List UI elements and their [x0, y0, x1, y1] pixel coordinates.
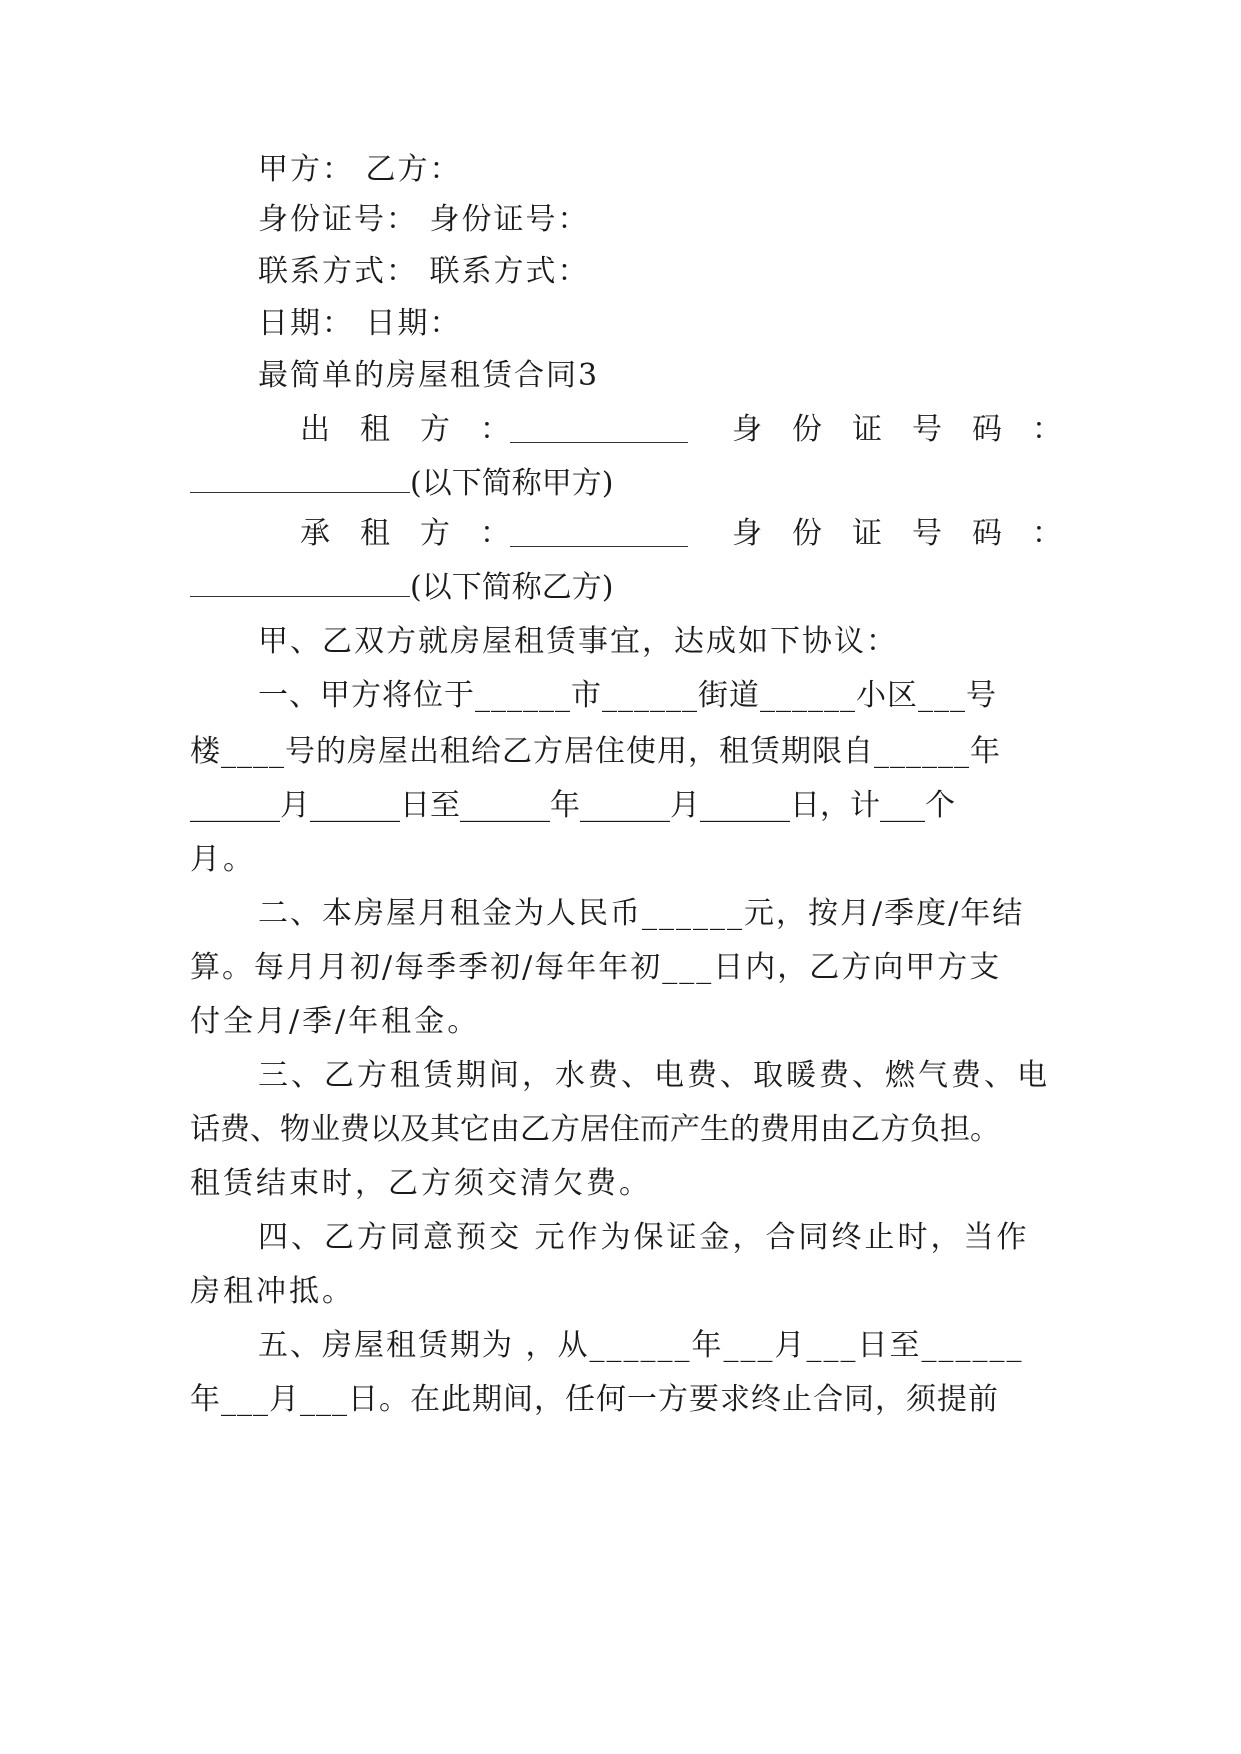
lessee-suffix: (以下简称乙方) — [410, 570, 614, 605]
lessor-id-char: 身 — [732, 412, 762, 447]
lessee-id-char: ： — [1032, 516, 1062, 551]
lessee-label-char: ： — [480, 516, 510, 551]
lessee-label-char: 方 — [420, 516, 450, 551]
lessee-id-char: 码 — [972, 516, 1002, 551]
lessor-label — [300, 410, 510, 450]
lessee-id-char: 证 — [852, 516, 882, 551]
lessor-suffix: (以下简称甲方) — [410, 466, 614, 501]
lessor-label-char: 方 — [420, 412, 450, 447]
lessee-label — [300, 514, 510, 554]
lessor-id-line — [190, 462, 613, 504]
lessor-id-char: 号 — [912, 412, 942, 447]
lessor-id-char: ： — [1032, 412, 1062, 447]
lessor-label-char: ： — [480, 412, 510, 447]
lessee-label-char: 承 — [300, 516, 330, 551]
clause-5-line-1: 五、房屋租赁期为 ，从______年___月___日至______ — [258, 1328, 1024, 1363]
lessor-id-char: 份 — [792, 412, 822, 447]
intro-paragraph: 甲、乙双方就房屋租赁事宜，达成如下协议： — [258, 624, 898, 659]
lessee-id-char: 号 — [912, 516, 942, 551]
contract-title: 最简单的房屋租赁合同3 — [258, 358, 600, 393]
clause-3-line-3: 租赁结束时，乙方须交清欠费。 — [190, 1166, 652, 1201]
lessee-id-char: 份 — [792, 516, 822, 551]
lessee-id-char: 身 — [732, 516, 762, 551]
clause-1-line-2: 楼____号的房屋出租给乙方居住使用，租赁期限自______年 — [190, 734, 1001, 769]
lessor-id-char: 码 — [972, 412, 1002, 447]
party-line: 甲方： 乙方： — [258, 152, 462, 187]
clause-1-line-4: 月。 — [190, 842, 256, 877]
clause-3-line-2: 话费、物业费以及其它由乙方居住而产生的费用由乙方负担。 — [190, 1112, 1000, 1147]
lessor-name-blank — [510, 412, 688, 443]
lessee-id-line — [190, 566, 613, 608]
clause-2-line-3: 付全月/季/年租金。 — [190, 1004, 481, 1039]
lessor-id-blank — [190, 462, 410, 493]
lessor-id-label — [732, 410, 1062, 450]
clause-4-line-2: 房租冲抵。 — [190, 1274, 355, 1309]
date-line: 日期： 日期： — [258, 306, 462, 341]
lessor-id-char: 证 — [852, 412, 882, 447]
clause-4-line-1: 四、乙方同意预交 元作为保证金，合同终止时，当作 — [258, 1220, 1030, 1255]
id-number-line: 身份证号： 身份证号： — [258, 202, 590, 237]
clause-1-line-1: 一、甲方将位于______市______街道______小区___号 — [258, 678, 997, 713]
lessee-id-blank — [190, 566, 410, 597]
lessee-label-char: 租 — [360, 516, 390, 551]
contact-line: 联系方式： 联系方式： — [258, 254, 590, 289]
lessee-id-label — [732, 514, 1062, 554]
clause-1-line-3: ______月______日至______年______月______日，计___个 — [190, 788, 955, 823]
clause-5-line-2: 年___月___日。在此期间，任何一方要求终止合同，须提前 — [190, 1382, 999, 1417]
clause-3-line-1: 三、乙方租赁期间，水费、电费、取暖费、燃气费、电 — [258, 1058, 1050, 1093]
lessor-label-char: 出 — [300, 412, 330, 447]
clause-2-line-2: 算。每月月初/每季季初/每年年初___日内，乙方向甲方支 — [190, 950, 1002, 985]
clause-2-line-1: 二、本房屋月租金为人民币______元，按月/季度/年结 — [258, 896, 1025, 931]
lessor-label-char: 租 — [360, 412, 390, 447]
lessee-name-blank — [510, 516, 688, 547]
